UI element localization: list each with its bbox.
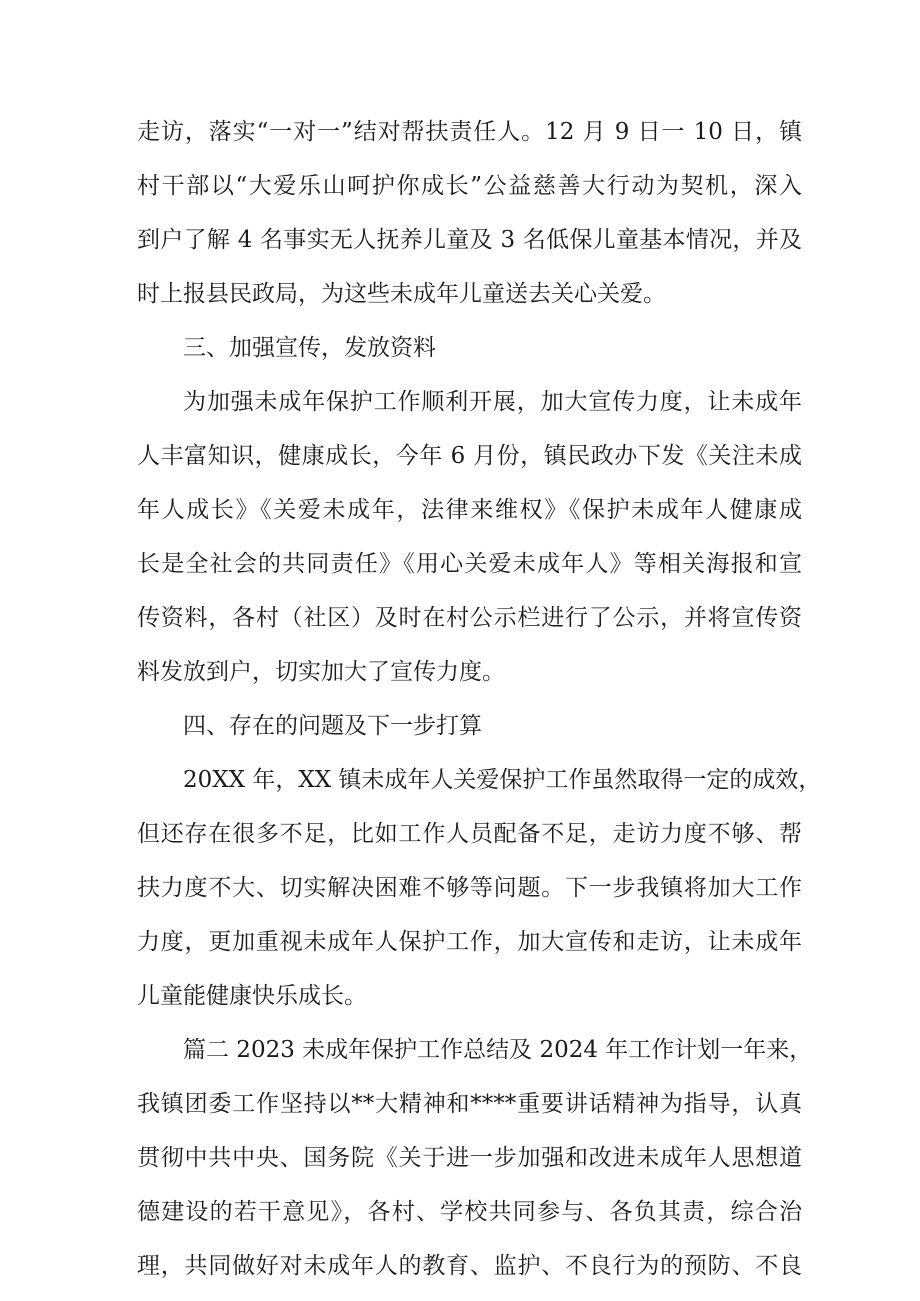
paragraph-line: 篇二 2023 未成年保护工作总结及 2024 年工作计划一年来， — [183, 1037, 813, 1063]
paragraph-line: 但还存在很多不足，比如工作人员配备不足，走访力度不够、帮 — [137, 821, 802, 847]
paragraph-line: 儿童能健康快乐成长。 — [137, 983, 367, 1009]
paragraph-line: 为加强未成年保护工作顺利开展，加大宣传力度，让未成年 — [183, 389, 802, 415]
paragraph-line: 德建设的若干意见》，各村、学校共同参与、各负其责，综合治 — [137, 1199, 802, 1225]
paragraph-line: 贯彻中共中央、国务院《关于进一步加强和改进未成年人思想道 — [137, 1145, 802, 1171]
paragraph-line: 扶力度不大、切实解决困难不够等问题。下一步我镇将加大工作 — [137, 875, 802, 901]
paragraph-line: 我镇团委工作坚持以**大精神和****重要讲话精神为指导，认真 — [137, 1091, 802, 1117]
paragraph-line: 20XX 年，XX 镇未成年人关爱保护工作虽然取得一定的成效， — [183, 767, 822, 793]
paragraph-line: 走访，落实“一对一”结对帮扶责任人。12 月 9 日一 10 日，镇 — [137, 119, 802, 145]
paragraph-line: 传资料，各村（社区）及时在村公示栏进行了公示，并将宣传资 — [137, 605, 802, 631]
paragraph-line: 人丰富知识，健康成长，今年 6 月份，镇民政办下发《关注未成 — [137, 443, 802, 469]
paragraph-line: 年人成长》《关爱未成年，法律来维权》《保护未成年人健康成 — [137, 497, 802, 523]
paragraph-line: 村干部以“大爱乐山呵护你成长”公益慈善大行动为契机，深入 — [137, 173, 802, 199]
paragraph-line: 力度，更加重视未成年人保护工作，加大宣传和走访，让未成年 — [137, 929, 802, 955]
section-heading: 四、存在的问题及下一步打算 — [183, 713, 482, 739]
paragraph-line: 长是全社会的共同责任》《用心关爱未成年人》等相关海报和宣 — [137, 551, 802, 577]
section-heading: 三、加强宣传，发放资料 — [183, 335, 436, 361]
paragraph-line: 时上报县民政局，为这些未成年儿童送去关心关爱。 — [137, 281, 666, 307]
paragraph-line: 到户了解 4 名事实无人抚养儿童及 3 名低保儿童基本情况，并及 — [137, 227, 802, 253]
paragraph-line: 理，共同做好对未成年人的教育、监护、不良行为的预防、不良 — [137, 1253, 802, 1279]
paragraph-line: 料发放到户，切实加大了宣传力度。 — [137, 659, 505, 685]
